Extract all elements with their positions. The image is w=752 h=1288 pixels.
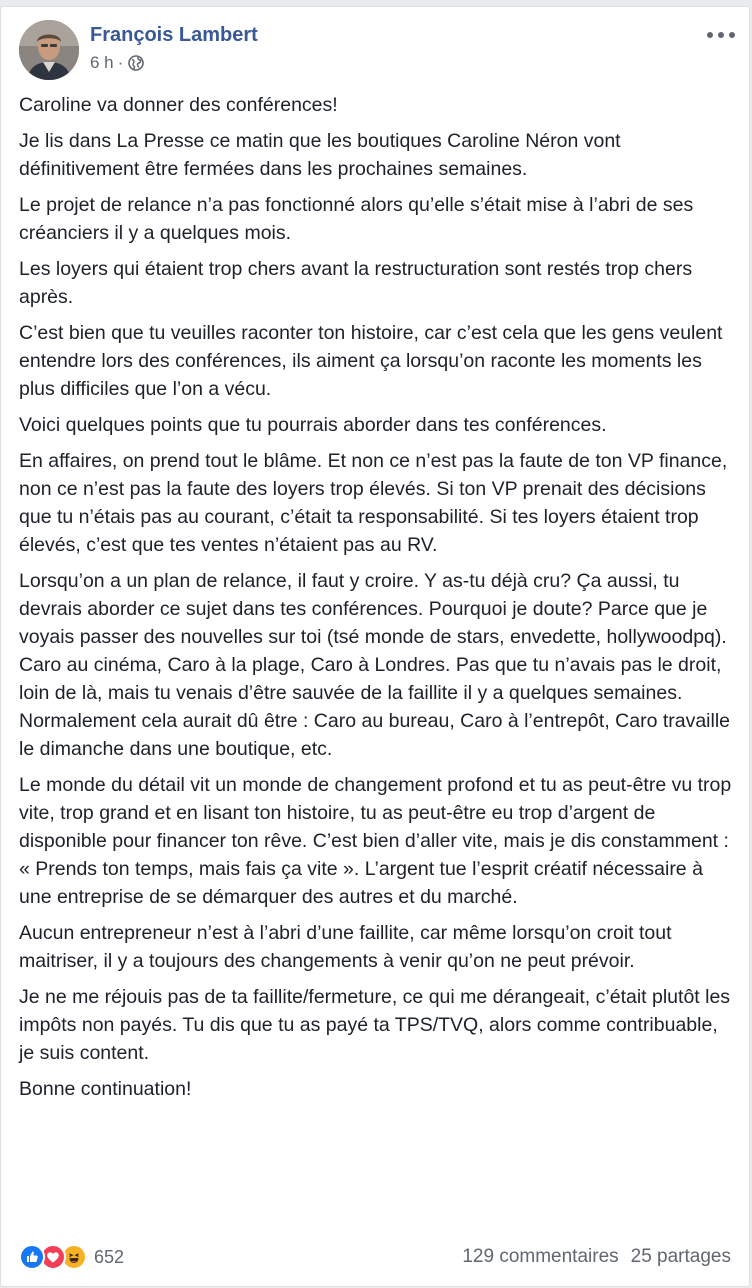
post-meta — [90, 53, 144, 73]
avatar-image — [19, 20, 79, 80]
ellipsis-dot — [729, 32, 735, 38]
post-paragraph: Le monde du détail vit un monde de changement profond et tu as peut-être vu trop vite, trop grand et en lisant ton histoire, tu as peut-être eu trop d’argent de disponible pour financer ton rêve. C’est bien d’aller vite, mais je dis constamment : « Prends ton temps, mais fais ça vite ». L’argent tue l’esprit créatif nécessaire à une entreprise de se démarquer des autres et du marché. — [19, 774, 732, 908]
comments-count-link[interactable]: 129 commentaires — [462, 1246, 619, 1267]
ellipsis-dot — [707, 32, 713, 38]
post-paragraph: Les loyers qui étaient trop chers avant la restructuration sont restés trop chers après. — [19, 258, 693, 308]
like-icon — [19, 1244, 45, 1270]
post-body — [19, 91, 735, 1111]
post-stats — [462, 1246, 731, 1268]
shares-count-link[interactable]: 25 partages — [630, 1246, 731, 1267]
post-paragraph: Je ne me réjouis pas de ta faillite/fermeture, ce qui me dérangeait, c’était plutôt les impôts non payés. Tu dis que tu as payé ta TPS/TVQ, alors comme contribuable, je suis content. — [19, 986, 731, 1064]
post-footer — [19, 1240, 731, 1274]
post-paragraph: Voici quelques points que tu pourrais aborder dans tes conférences. — [19, 414, 607, 436]
post-paragraph: Bonne continuation! — [19, 1078, 192, 1100]
reactions-summary[interactable] — [19, 1244, 124, 1270]
ellipsis-dot — [718, 32, 724, 38]
post-paragraph: Lorsqu’on a un plan de relance, il faut y croire. Y as-tu déjà cru? Ça aussi, tu devrais aborder ce sujet dans tes conférences. Pourquoi je doute? Parce que je voyais passer des nouvelles sur toi (tsé monde de stars, envedette, hollywoodpq). Caro au cinéma, Caro à la plage, Caro à Londres. Pas que tu n’avais pas le droit, loin de là, mais tu venais d’être sauvée de la faillite il y a quelques semaines. Normalement cela aurait dû être : Caro au bureau, Caro à l’entrepôt, Caro travaille le dimanche dans une boutique, etc. — [19, 570, 731, 760]
globe-icon[interactable] — [128, 55, 144, 71]
author-name-link[interactable]: François Lambert — [90, 24, 258, 46]
post-card — [0, 6, 750, 1287]
avatar[interactable] — [19, 20, 79, 80]
post-paragraph: C’est bien que tu veuilles raconter ton histoire, car c’est cela que les gens veulent entendre lors des conférences, ils aiment ça lorsqu’on raconte les moments les plus difficiles que l’on a vécu. — [19, 322, 723, 400]
post-paragraph: Le projet de relance n’a pas fonctionné alors qu’elle s’était mise à l’abri de ses créanciers il y a quelques mois. — [19, 194, 694, 244]
meta-separator: · — [117, 53, 124, 72]
post-paragraph: Aucun entrepreneur n’est à l’abri d’une faillite, car même lorsqu’on croit tout maitriser, il y a toujours des changements à venir qu’on ne peut prévoir. — [19, 922, 672, 972]
post-timestamp[interactable]: 6 h — [90, 53, 114, 72]
reaction-count: 652 — [94, 1246, 125, 1267]
more-options-ellipsis-icon[interactable] — [707, 28, 735, 42]
post-paragraph: Je lis dans La Presse ce matin que les boutiques Caroline Néron vont définitivement être fermées dans les prochaines semaines. — [19, 130, 621, 180]
post-paragraph: Caroline va donner des conférences! — [19, 94, 338, 116]
post-paragraph: En affaires, on prend tout le blâme. Et non ce n’est pas la faute de ton VP finance, non ce n’est pas la faute des loyers trop élevés. Si ton VP prenait des décisions que tu n’étais pas au courant, c’était ta responsabilité. Si tes loyers étaient trop élevés, c’est que tes ventes n’étaient pas au RV. — [19, 450, 728, 556]
post-header — [19, 20, 735, 82]
